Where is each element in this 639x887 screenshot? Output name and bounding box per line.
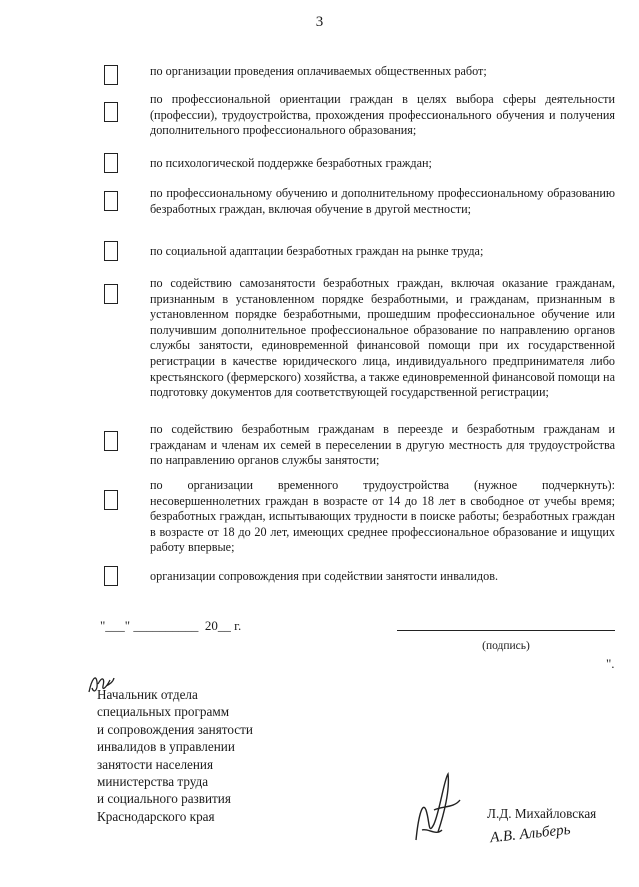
checkbox[interactable]: [104, 490, 118, 510]
handwritten-signature-icon: [408, 770, 468, 846]
page-number: 3: [315, 14, 324, 30]
item-text: по организации временного трудоустройства (нужное подчеркнуть): несовершеннолетних граждан в возрасте от 14 до 18 лет в свободное от учебы время; безработных граждан, испытывающих трудности в поиске работы; безработных граждан в возрасте от 18 до 20 лет, имеющих среднее профессиональное образование и ищущих работу впервые;: [150, 478, 615, 555]
item-text: по социальной адаптации безработных граждан на рынке труда;: [150, 244, 484, 258]
checkbox[interactable]: [104, 65, 118, 85]
signatory-title-line: министерства труда: [97, 774, 209, 790]
item-text: по содействию самозанятости безработных граждан, включая оказание гражданам, признанным в установленном порядке безработными, и гражданам, признанным в установленном порядке безработными, прошедшим профессиональное обучение или получившим дополнительное профессиональное образование по направлению органов службы занятости, единовременной финансовой помощи при их государственной регистрации в качестве юридического лица, индивидуального предпринимателя либо крестьянского (фермерского) хозяйства, а также единовременной финансовой помощи на подготовку документов для соответствующей государственной регистрации;: [150, 276, 615, 400]
checkbox[interactable]: [104, 102, 118, 122]
signature-caption: (подпись): [482, 640, 530, 652]
item-text: по содействию безработным гражданам в переезде и безработным гражданам и гражданам и членам их семей в переселении в другую местность для трудоустройства по направлению органов службы занятости;: [150, 422, 615, 468]
signatory-title-line: и сопровождения занятости: [97, 721, 253, 737]
signatory-title-line: Краснодарского края: [97, 808, 215, 824]
checkbox[interactable]: [104, 191, 118, 211]
closing-quote: ".: [606, 656, 615, 671]
item-text: по психологической поддержке безработных граждан;: [150, 156, 432, 170]
checkbox[interactable]: [104, 566, 118, 586]
signatory-title-line: Начальник отдела: [97, 687, 198, 702]
signatory-title-line: специальных программ: [97, 704, 230, 720]
signer-name: Л.Д. Михайловская: [487, 806, 597, 821]
checkbox[interactable]: [104, 153, 118, 173]
signatory-title-line: занятости населения: [97, 756, 214, 772]
signature-line[interactable]: [397, 630, 615, 631]
item-text: по профессиональной ориентации граждан в целях выбора сферы деятельности (профессии), трудоустройства, прохождения профессионального обучения и получения дополнительного профессионального образования;: [150, 92, 615, 138]
signatory-title-line: инвалидов в управлении: [97, 739, 235, 755]
signatory-title-line: и социального развития: [97, 791, 231, 807]
item-text: организации сопровождения при содействии занятости инвалидов.: [150, 569, 499, 583]
date-field[interactable]: "___" __________ 20__ г.: [100, 618, 242, 633]
checkbox[interactable]: [104, 284, 118, 304]
item-text: по организации проведения оплачиваемых общественных работ;: [150, 64, 487, 78]
signatory-title: [97, 686, 297, 825]
handwritten-note: А.В. Альберь: [489, 821, 572, 847]
checkbox[interactable]: [104, 241, 118, 261]
item-text: по профессиональному обучению и дополнительному профессиональному образованию безработных граждан, включая обучение в другой местности;: [150, 186, 615, 216]
checkbox[interactable]: [104, 431, 118, 451]
